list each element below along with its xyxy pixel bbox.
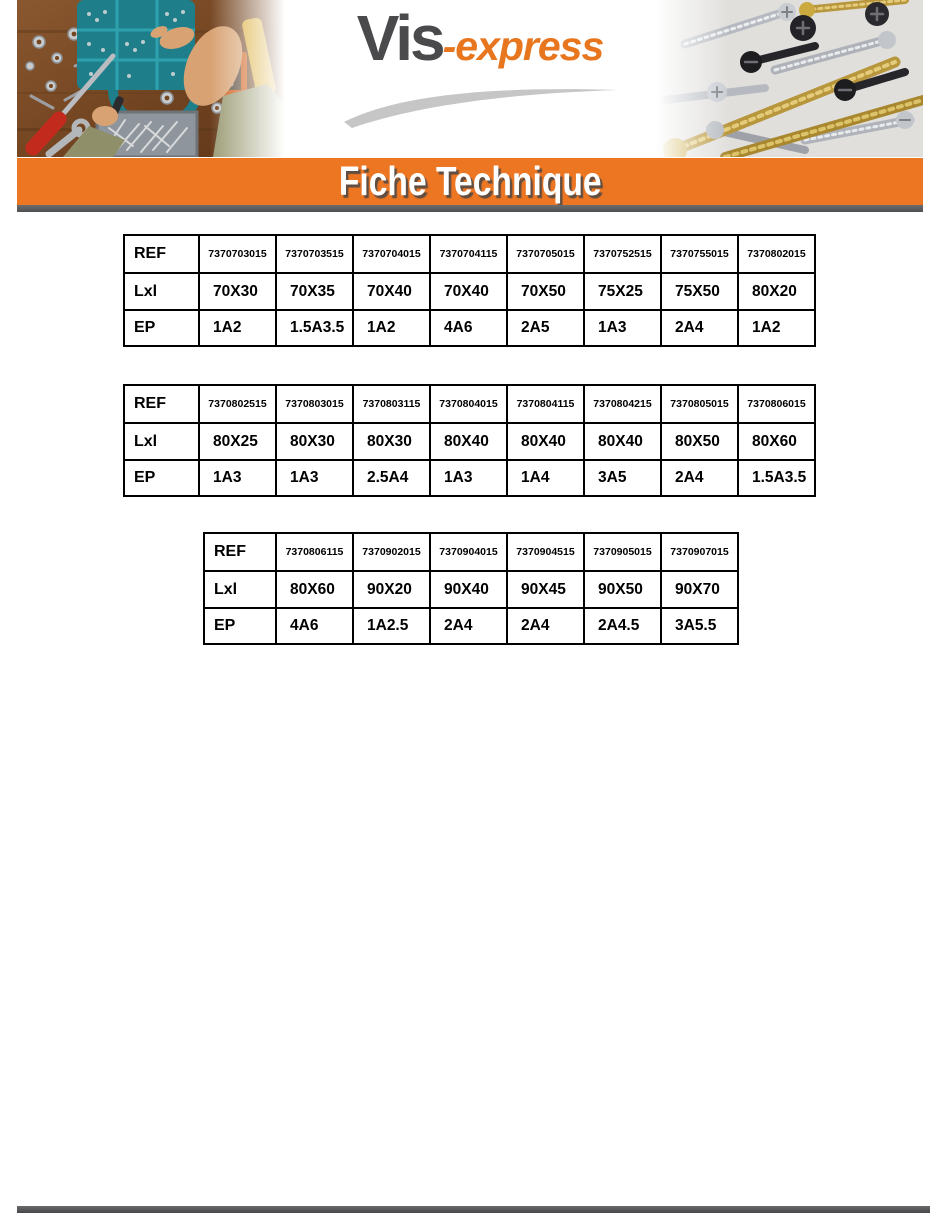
dim-cell: 80X30 bbox=[353, 423, 430, 460]
dim-cell: 70X40 bbox=[353, 273, 430, 310]
table-row-ref bbox=[204, 533, 738, 571]
ref-cell: 7370907015 bbox=[661, 533, 738, 571]
ep-cell: 4A6 bbox=[276, 608, 353, 644]
banner-shadow-strip bbox=[17, 205, 923, 212]
dim-cell: 90X45 bbox=[507, 571, 584, 608]
ep-cell: 1A3 bbox=[584, 310, 661, 346]
row-header-dim: Lxl bbox=[204, 571, 276, 608]
dim-cell: 90X70 bbox=[661, 571, 738, 608]
ep-cell: 2A4 bbox=[507, 608, 584, 644]
ref-cell: 7370804115 bbox=[507, 385, 584, 423]
logo-swoosh bbox=[336, 82, 626, 132]
ep-cell: 2A5 bbox=[507, 310, 584, 346]
dim-cell: 70X50 bbox=[507, 273, 584, 310]
ref-cell: 7370806015 bbox=[738, 385, 815, 423]
dim-cell: 80X60 bbox=[276, 571, 353, 608]
ep-cell: 1A3 bbox=[430, 460, 507, 496]
row-header-dim: Lxl bbox=[124, 423, 199, 460]
dim-cell: 70X35 bbox=[276, 273, 353, 310]
row-header-ref: REF bbox=[124, 385, 199, 423]
row-header-ep: EP bbox=[204, 608, 276, 644]
ep-cell: 2A4 bbox=[661, 460, 738, 496]
row-header-ep: EP bbox=[124, 460, 199, 496]
ep-cell: 1A2 bbox=[353, 310, 430, 346]
ref-cell: 7370803015 bbox=[276, 385, 353, 423]
ep-cell: 4A6 bbox=[430, 310, 507, 346]
screws-photo bbox=[655, 0, 923, 157]
page-header bbox=[0, 0, 940, 157]
spec-table-1 bbox=[123, 234, 816, 347]
ref-cell: 7370703515 bbox=[276, 235, 353, 273]
dim-cell: 80X40 bbox=[507, 423, 584, 460]
ep-cell: 2.5A4 bbox=[353, 460, 430, 496]
table-row-dim bbox=[124, 423, 815, 460]
ep-cell: 1A2.5 bbox=[353, 608, 430, 644]
table-row-ep bbox=[204, 608, 738, 644]
ep-cell: 1A2 bbox=[199, 310, 276, 346]
ref-cell: 7370905015 bbox=[584, 533, 661, 571]
page-title: Fiche Technique bbox=[338, 158, 602, 204]
dim-cell: 75X50 bbox=[661, 273, 738, 310]
ep-cell: 2A4 bbox=[430, 608, 507, 644]
table-row-ep bbox=[124, 460, 815, 496]
ep-cell: 3A5.5 bbox=[661, 608, 738, 644]
ref-cell: 7370703015 bbox=[199, 235, 276, 273]
ep-cell: 3A5 bbox=[584, 460, 661, 496]
dim-cell: 80X60 bbox=[738, 423, 815, 460]
dim-cell: 80X40 bbox=[430, 423, 507, 460]
dim-cell: 70X40 bbox=[430, 273, 507, 310]
logo-wordmark bbox=[330, 2, 630, 74]
vis-express-logo bbox=[330, 2, 630, 154]
ref-cell: 7370904515 bbox=[507, 533, 584, 571]
ep-cell: 1.5A3.5 bbox=[276, 310, 353, 346]
ep-cell: 2A4 bbox=[661, 310, 738, 346]
dim-cell: 90X20 bbox=[353, 571, 430, 608]
dim-cell: 75X25 bbox=[584, 273, 661, 310]
ref-cell: 7370802015 bbox=[738, 235, 815, 273]
ep-cell: 1A2 bbox=[738, 310, 815, 346]
ref-cell: 7370804015 bbox=[430, 385, 507, 423]
table-row-dim bbox=[124, 273, 815, 310]
ep-cell: 1A3 bbox=[199, 460, 276, 496]
row-header-ref: REF bbox=[204, 533, 276, 571]
table-row-ref bbox=[124, 385, 815, 423]
ref-cell: 7370904015 bbox=[430, 533, 507, 571]
dim-cell: 80X30 bbox=[276, 423, 353, 460]
logo-text-express: -express bbox=[442, 23, 604, 69]
dim-cell: 90X40 bbox=[430, 571, 507, 608]
ref-cell: 7370752515 bbox=[584, 235, 661, 273]
ref-cell: 7370704115 bbox=[430, 235, 507, 273]
spec-table-3 bbox=[203, 532, 739, 645]
table-row-dim bbox=[204, 571, 738, 608]
spec-table-2 bbox=[123, 384, 816, 497]
ref-cell: 7370805015 bbox=[661, 385, 738, 423]
row-header-ref: REF bbox=[124, 235, 199, 273]
screws-photo-illustration bbox=[655, 0, 923, 157]
ref-cell: 7370804215 bbox=[584, 385, 661, 423]
logo-text-vis: Vis bbox=[356, 2, 443, 74]
dim-cell: 80X25 bbox=[199, 423, 276, 460]
workbench-photo bbox=[17, 0, 285, 157]
ref-cell: 7370755015 bbox=[661, 235, 738, 273]
table-row-ep bbox=[124, 310, 815, 346]
ep-cell: 1A3 bbox=[276, 460, 353, 496]
ref-cell: 7370803115 bbox=[353, 385, 430, 423]
ref-cell: 7370802515 bbox=[199, 385, 276, 423]
table-row-ref bbox=[124, 235, 815, 273]
dim-cell: 80X20 bbox=[738, 273, 815, 310]
dim-cell: 90X50 bbox=[584, 571, 661, 608]
workbench-photo-illustration bbox=[17, 0, 285, 157]
ep-cell: 1A4 bbox=[507, 460, 584, 496]
ref-cell: 7370806115 bbox=[276, 533, 353, 571]
ref-cell: 7370704015 bbox=[353, 235, 430, 273]
row-header-ep: EP bbox=[124, 310, 199, 346]
ep-cell: 1.5A3.5 bbox=[738, 460, 815, 496]
ref-cell: 7370902015 bbox=[353, 533, 430, 571]
row-header-dim: Lxl bbox=[124, 273, 199, 310]
ep-cell: 2A4.5 bbox=[584, 608, 661, 644]
dim-cell: 80X40 bbox=[584, 423, 661, 460]
dim-cell: 80X50 bbox=[661, 423, 738, 460]
footer-bar bbox=[17, 1206, 930, 1213]
ref-cell: 7370705015 bbox=[507, 235, 584, 273]
dim-cell: 70X30 bbox=[199, 273, 276, 310]
fiche-technique-banner bbox=[17, 158, 923, 205]
